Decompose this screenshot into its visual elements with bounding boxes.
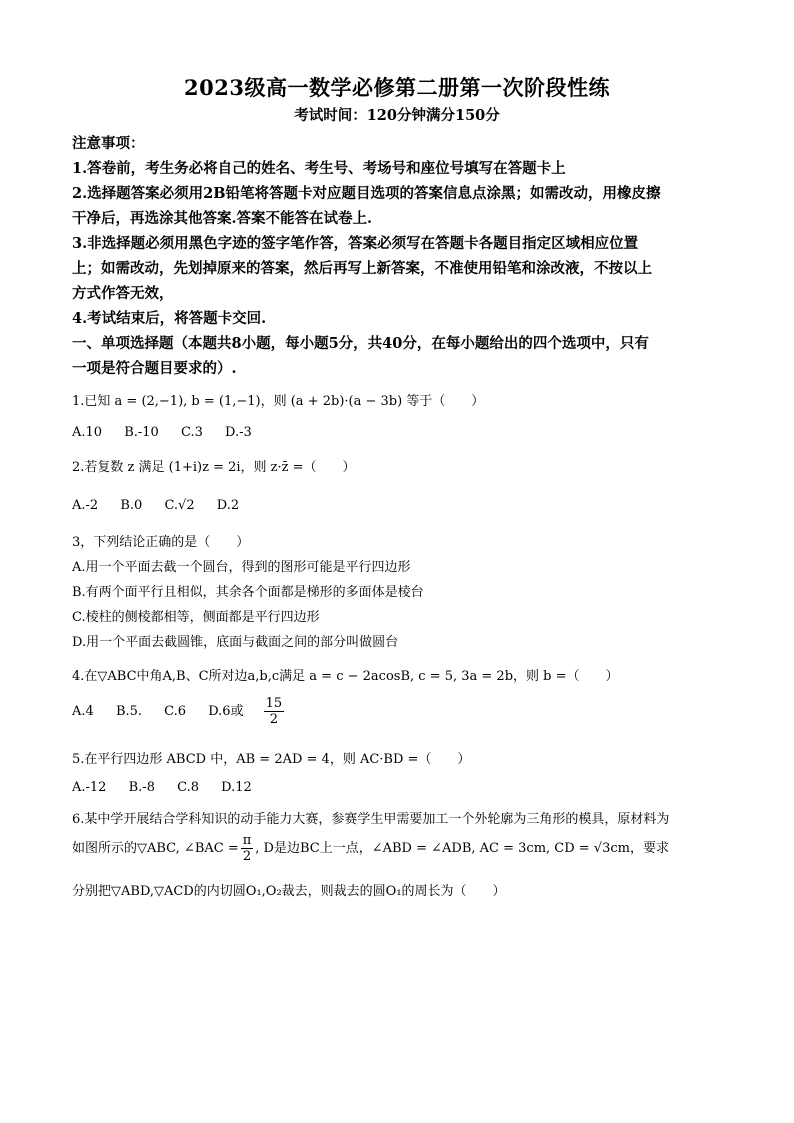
question-4-options (72, 697, 338, 726)
option-a: A.10 (72, 425, 103, 440)
option-c: C.6 (164, 704, 187, 719)
notice-heading: 注意事项： (72, 135, 145, 152)
question-6-line-1: 6.某中学开展结合学科知识的动手能力大赛，参赛学生甲需要加工一个外轮廓为三角形的模具，原材料为 (72, 812, 670, 827)
question-6-line-2 (72, 834, 669, 863)
notice-item-2-line-2: 干净后，再选涂其他答案.答案不能答在试卷上. (72, 210, 373, 227)
option-d-prefix: D.6或 (208, 704, 244, 719)
option-a: A.-12 (72, 780, 107, 795)
numerator: 15 (265, 696, 283, 711)
option-c: C.√2 (164, 498, 195, 513)
question-2-stem: 2.若复数 z 满足 (1+i)z = 2i，则 z·z̄ =（ ） (72, 460, 356, 475)
question-1-options (72, 425, 270, 440)
question-3-stem: 3，下列结论正确的是（ ） (72, 535, 250, 550)
option-a: A.4 (72, 704, 94, 719)
option-b: B.0 (120, 498, 143, 513)
question-6-line-3: 分别把▽ABD,▽ACD的内切圆O₁,O₂裁去，则裁去的圆O₁的周长为（ ） (72, 884, 506, 899)
question-6-line-2-a: 如图所示的▽ABC, ∠BAC = (72, 841, 239, 856)
section-1-header-line-2: 一项是符合题目要求的）. (72, 360, 237, 377)
question-3-option-b: B.有两个面平行且相似，其余各个面都是梯形的多面体是棱台 (72, 585, 424, 600)
question-3-option-c: C.棱柱的侧棱都相等，侧面都是平行四边形 (72, 610, 320, 625)
question-5-options (72, 780, 270, 795)
option-a: A.-2 (72, 498, 99, 513)
option-d: D.12 (221, 780, 252, 795)
option-d: D.-3 (225, 425, 252, 440)
question-6-line-2-b: , D是边BC上一点，∠ABD = ∠ADB, AC = 3cm, CD = √3cm，要求 (255, 841, 669, 856)
question-4-stem: 4.在▽ABC中角A,B、C所对边a,b,c满足 a = c − 2acosB, c = 5, 3a = 2b，则 b =（ ） (72, 669, 619, 684)
option-b: B.-8 (128, 780, 155, 795)
option-d: D.2 (216, 498, 240, 513)
notice-item-3-line-3: 方式作答无效， (72, 285, 174, 302)
option-b: B.5. (115, 704, 143, 719)
notice-item-4: 4.考试结束后，将答题卡交回. (72, 310, 267, 327)
fraction (241, 834, 254, 863)
fraction (264, 697, 303, 726)
notice-item-3-line-1: 3.非选择题必须用黑色字迹的签字笔作答，答案必须写在答题卡各题目指定区域相应位置 (72, 235, 639, 252)
question-3-option-a: A.用一个平面去截一个圆台，得到的图形可能是平行四边形 (72, 560, 411, 575)
denominator: 2 (269, 712, 278, 727)
option-c: C.3 (180, 425, 203, 440)
notice-item-1: 1.答卷前，考生务必将自己的姓名、考生号、考场号和座位号填写在答题卡上 (72, 160, 566, 177)
question-3-option-d: D.用一个平面去截圆锥，底面与截面之间的部分叫做圆台 (72, 635, 399, 650)
question-1-stem: 1.已知 a = (2,−1), b = (1,−1)，则 (a + 2b)·(a − 3b) 等于（ ） (72, 394, 485, 409)
page-title: 2023级高一数学必修第二册第一次阶段性练 (184, 75, 610, 100)
numerator: π (242, 833, 252, 848)
notice-item-3-line-2: 上；如需改动，先划掉原来的答案，然后再写上新答案，不准使用铅笔和涂改液，不按以上 (72, 260, 652, 277)
option-b: B.-10 (124, 425, 159, 440)
question-2-options (72, 498, 257, 513)
question-5-stem: 5.在平行四边形 ABCD 中，AB = 2AD = 4，则 AC·BD =（ ） (72, 752, 471, 767)
notice-item-2-line-1: 2.选择题答案必须用2B铅笔将答题卡对应题目选项的答案信息点涂黑；如需改动，用橡皮擦 (72, 185, 661, 202)
exam-time: 考试时间：120分钟满分150分 (294, 107, 500, 124)
option-c: C.8 (177, 780, 199, 795)
option-d (208, 696, 320, 727)
section-1-header-line-1: 一、单项选择题（本题共8小题，每小题5分，共40分，在每小题给出的四个选项中，只有 (72, 335, 649, 352)
denominator: 2 (242, 849, 252, 864)
